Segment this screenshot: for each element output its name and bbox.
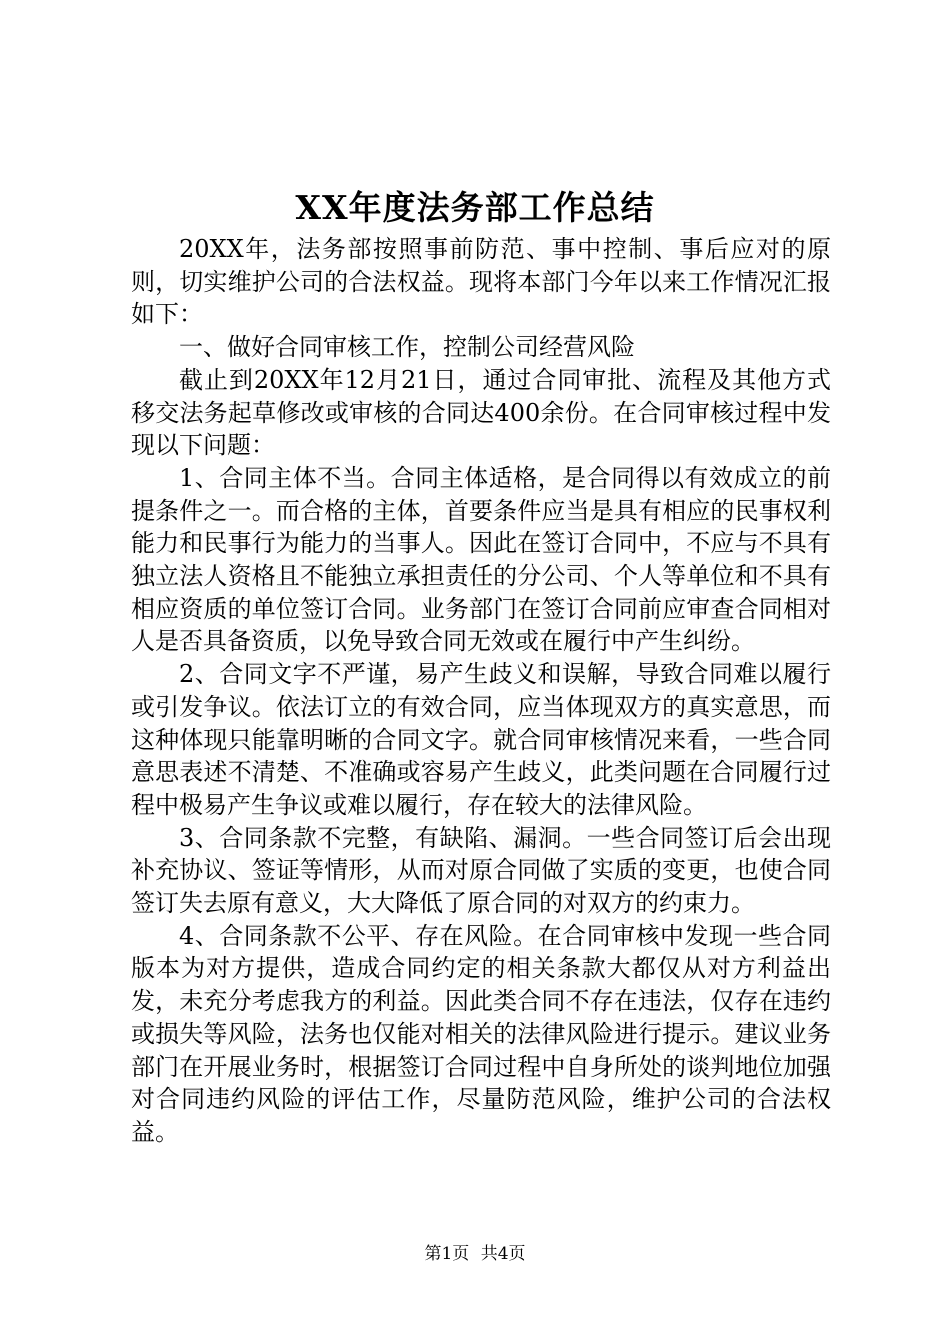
section-heading-1: 一、做好合同审核工作，控制公司经营风险 <box>179 333 635 362</box>
page-footer <box>0 1242 950 1266</box>
paragraph-issue-2: 2、合同文字不严谨，易产生歧义和误解，导致合同难以履行或引发争议。依法订立的有效合同，应当体现双方的真实意思，而这种体现只能靠明晰的合同文字。就合同审核情况来看，一些合同意思表述不清楚、不准确或容易产生歧义，此类问题在合同履行过程中极易产生争议或难以履行，存在较大的法律风险。 <box>131 660 831 819</box>
paragraph-intro: 20XX年，法务部按照事前防范、事中控制、事后应对的原则，切实维护公司的合法权益。现将本部门今年以来工作情况汇报如下： <box>131 235 831 329</box>
paragraph-issue-1: 1、合同主体不当。合同主体适格，是合同得以有效成立的前提条件之一。而合格的主体，首要条件应当是具有相应的民事权利能力和民事行为能力的当事人。因此在签订合同中，不应与不具有独立法人资格且不能独立承担责任的分公司、个人等单位和不具有相应资质的单位签订合同。业务部门在签订合同前应审查合同相对人是否具备资质，以免导致合同无效或在履行中产生纠纷。 <box>131 463 831 656</box>
document-body <box>131 233 831 1149</box>
paragraph-contract-count: 截止到20XX年12月21日，通过合同审批、流程及其他方式移交法务起草修改或审核的合同达400余份。在合同审核过程中发现以下问题： <box>131 365 831 460</box>
paragraph-issue-3: 3、合同条款不完整，有缺陷、漏洞。一些合同签订后会出现补充协议、签证等情形，从而对原合同做了实质的变更，也使合同签订失去原有意义，大大降低了原合同的对双方的约束力。 <box>131 823 831 918</box>
page-number-current: 第1页 <box>424 1244 470 1264</box>
page-number-total: 共4页 <box>480 1244 526 1264</box>
paragraph-issue-4: 4、合同条款不公平、存在风险。在合同审核中发现一些合同版本为对方提供，造成合同约定的相关条款大都仅从对方利益出发，未充分考虑我方的利益。因此类合同不存在违法，仅存在违约或损失等风险，法务也仅能对相关的法律风险进行提示。建议业务部门在开展业务时，根据签订合同过程中自身所处的谈判地位加强对合同违约风险的评估工作，尽量防范风险，维护公司的合法权益。 <box>131 921 831 1146</box>
document-title: XX年度法务部工作总结 <box>295 188 655 227</box>
